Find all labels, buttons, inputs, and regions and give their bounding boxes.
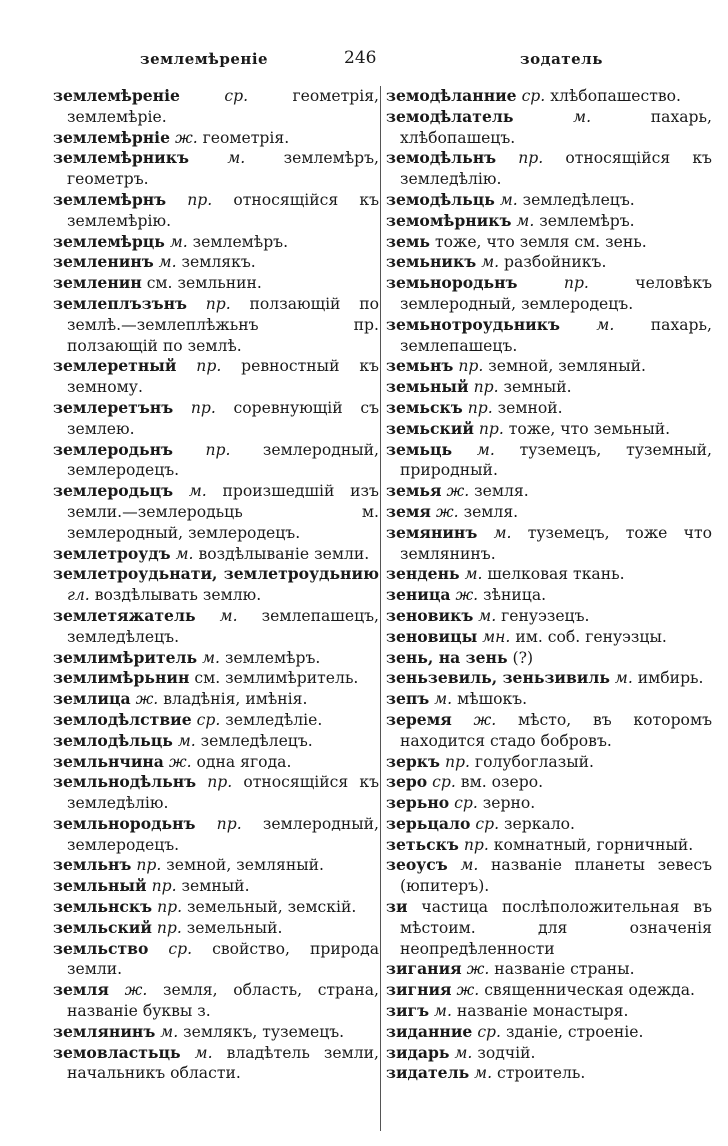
entry-headword: земьць (386, 439, 453, 459)
entry-headword: землеретънъ (53, 397, 174, 417)
entry-definition: землякъ. (176, 253, 256, 272)
entry-part-of-speech: пр. (207, 773, 233, 792)
entry-headword: земодѣланние (386, 86, 517, 105)
entry-headword: землянинъ (53, 1021, 156, 1041)
dictionary-entry (386, 211, 712, 232)
entry-part-of-speech: м. (454, 1043, 473, 1062)
dictionary-entry (386, 689, 712, 710)
entry-part-of-speech: пр. (458, 357, 484, 376)
entry-definition: человѣкъ землеродный, землеродецъ. (400, 274, 712, 313)
entry-part-of-speech: ср. (432, 773, 456, 792)
entry-definition: ревностный къ земному. (67, 357, 379, 397)
entry-headword: землетяжатель (53, 605, 196, 625)
entry-definition: генуэзецъ. (496, 606, 590, 625)
entry-part-of-speech: пр. (156, 918, 182, 937)
dictionary-entry (386, 1022, 712, 1043)
entry-part-of-speech: ж. (124, 981, 148, 1000)
entry-part-of-speech: м. (434, 690, 453, 709)
page-header (0, 48, 728, 72)
entry-headword: землемѣрніе (53, 127, 171, 147)
entry-part-of-speech: пр. (473, 378, 499, 397)
entry-definition: земельный. (181, 918, 283, 937)
dictionary-entry (386, 668, 712, 689)
dictionary-entry (386, 752, 712, 773)
dictionary-entry (53, 814, 379, 856)
entry-headword: землодѣлствие (53, 709, 192, 729)
entry-part-of-speech: пр. (518, 149, 544, 168)
dictionary-entry (53, 918, 379, 939)
dictionary-entry (386, 1063, 712, 1084)
dictionary-entry (53, 273, 379, 294)
entry-definition: священническая одежда. (479, 981, 695, 1000)
dictionary-entry (53, 772, 379, 814)
entry-part-of-speech: м. (481, 253, 500, 272)
dictionary-entry (386, 190, 712, 211)
entry-part-of-speech: ср. (196, 710, 221, 729)
dictionary-entry (386, 606, 712, 627)
entry-part-of-speech: ср. (521, 87, 546, 105)
entry-definition: геометрія, землемѣріе. (67, 87, 379, 126)
entry-headword: земья (386, 481, 442, 501)
entry-headword: земь (386, 231, 431, 251)
entry-headword: землетроудьнати, землетроудьнию (53, 564, 379, 584)
dictionary-entry (53, 190, 379, 232)
dictionary-entry (53, 876, 379, 897)
entry-part-of-speech: пр. (196, 357, 222, 376)
entry-headword: землеплъзънъ (53, 293, 187, 313)
entry-definition: названіе страны. (489, 960, 635, 979)
page-number: 246 (344, 48, 377, 68)
entry-definition: владѣтель земли, начальникъ области. (67, 1043, 379, 1083)
dictionary-entry (386, 315, 712, 357)
right-column (386, 86, 712, 1084)
entry-definition: пахарь, хлѣбопашецъ. (400, 107, 712, 147)
entry-definition: тоже, что земля см. зень. (430, 232, 647, 251)
entry-headword: земодѣльнъ (386, 148, 497, 168)
dictionary-entry (386, 585, 712, 606)
dictionary-entry (386, 772, 712, 793)
entry-headword: зеновикъ (386, 605, 474, 625)
entry-part-of-speech: пр. (463, 835, 489, 854)
entry-part-of-speech: пр. (157, 898, 183, 917)
dictionary-entry (53, 1022, 379, 1043)
entry-headword: зи (386, 897, 408, 917)
entry-definition: вм. озеро. (455, 773, 544, 792)
dictionary-entry (53, 731, 379, 752)
entry-headword: зиданние (386, 1021, 473, 1041)
dictionary-entry (386, 814, 712, 835)
entry-headword: зепъ (386, 689, 430, 709)
column-divider (380, 86, 381, 1131)
entry-definition: землемѣръ, геометръ. (67, 149, 379, 189)
entry-definition: пахарь, землепашецъ. (400, 315, 712, 355)
dictionary-entry (53, 752, 379, 773)
entry-part-of-speech: ж. (168, 752, 192, 771)
entry-headword: земьскъ (386, 397, 463, 417)
entry-definition: земледѣлецъ. (517, 190, 635, 209)
entry-part-of-speech: пр. (478, 419, 504, 438)
entry-definition: землепашецъ, земледѣлецъ. (67, 606, 379, 646)
entry-part-of-speech: гл. (67, 586, 90, 605)
entry-definition: воздѣлываніе земли. (193, 544, 370, 563)
entry-part-of-speech: м. (573, 107, 592, 126)
entry-part-of-speech: м. (474, 1064, 493, 1083)
entry-part-of-speech: пр. (216, 814, 242, 833)
entry-headword: земовластьць (53, 1042, 181, 1062)
entry-definition: голубоглазый. (469, 752, 594, 771)
dictionary-entry (386, 107, 712, 149)
dictionary-entry (53, 668, 379, 689)
entry-definition: земной, земляный. (483, 357, 647, 376)
entry-headword: земльнодѣльнъ (53, 772, 197, 792)
dictionary-entry (53, 689, 379, 710)
entry-headword: зерьно (386, 793, 450, 813)
entry-definition: земной. (492, 398, 563, 417)
entry-definition: землеродный, землеродецъ. (67, 814, 379, 854)
entry-part-of-speech: м. (158, 253, 177, 272)
entry-definition: хлѣбопашество. (545, 87, 681, 105)
entry-headword: земльный (53, 876, 147, 896)
entry-definition: земледѣліе. (220, 710, 323, 729)
entry-part-of-speech: ж. (135, 690, 159, 709)
dictionary-entry (53, 980, 379, 1022)
entry-part-of-speech: ср. (224, 87, 249, 105)
dictionary-entry (386, 627, 712, 648)
entry-definition: разбойникъ. (499, 253, 607, 272)
entry-definition: туземецъ, тоже что землянинъ. (400, 523, 712, 563)
entry-part-of-speech: пр. (563, 274, 589, 293)
dictionary-entry (53, 897, 379, 918)
entry-part-of-speech: м. (493, 523, 512, 542)
entry-part-of-speech: м. (169, 232, 188, 251)
entry-part-of-speech: пр. (190, 398, 216, 417)
entry-definition: туземецъ, туземный, природный. (400, 440, 712, 480)
entry-definition: комнатный, горничный. (488, 835, 694, 854)
entry-headword: земьский (386, 418, 474, 438)
entry-part-of-speech: ж. (446, 482, 470, 501)
entry-definition: соревнующій съ землею. (67, 398, 379, 438)
dictionary-entry (53, 710, 379, 731)
entry-headword: зендень (386, 564, 460, 584)
entry-part-of-speech: м. (194, 1043, 213, 1062)
entry-part-of-speech: ж. (466, 960, 490, 979)
dictionary-entry (386, 980, 712, 1001)
entry-headword: земодѣльць (386, 189, 495, 209)
entry-definition: землемѣръ. (534, 211, 635, 230)
entry-definition: земля. (469, 482, 529, 501)
entry-part-of-speech: мн. (482, 627, 511, 646)
dictionary-entry (53, 86, 379, 128)
entry-definition: шелковая ткань. (482, 565, 625, 584)
entry-headword: зидатель (386, 1063, 470, 1083)
entry-part-of-speech: м. (499, 190, 518, 209)
entry-headword: земльнскъ (53, 897, 153, 917)
entry-headword: земльский (53, 917, 152, 937)
entry-headword: зеница (386, 585, 451, 605)
entry-definition: им. соб. генуэзцы. (510, 627, 667, 646)
entry-headword: земьнородьнъ (386, 273, 518, 293)
entry-part-of-speech: пр. (467, 398, 493, 417)
entry-headword: земленинъ (53, 252, 154, 272)
entry-definition: земледѣлецъ. (195, 731, 313, 750)
entry-definition: одна ягода. (191, 752, 292, 771)
dictionary-entry (386, 897, 712, 959)
dictionary-entry (386, 835, 712, 856)
entry-part-of-speech: м. (464, 565, 483, 584)
entry-definition: зерно. (477, 794, 536, 813)
entry-part-of-speech: пр. (205, 294, 231, 313)
entry-definition: землемѣръ. (219, 648, 321, 667)
dictionary-entry (386, 959, 712, 980)
entry-headword: зигъ (386, 1001, 430, 1021)
dictionary-entry (386, 481, 712, 502)
entry-definition: тоже, что земьный. (503, 419, 671, 438)
entry-definition: землеродный, землеродецъ. (67, 440, 379, 480)
dictionary-entry (53, 232, 379, 253)
entry-part-of-speech: ср. (454, 794, 478, 813)
dictionary-entry (53, 252, 379, 273)
dictionary-entry (53, 481, 379, 543)
entry-part-of-speech: м. (177, 731, 196, 750)
entry-part-of-speech: ж. (456, 981, 480, 1000)
entry-headword: зеновицы (386, 626, 478, 646)
entry-definition: произшедшій изъ земли.—землеродьць м. землеродный, землеродецъ. (67, 482, 379, 542)
dictionary-entry (53, 440, 379, 482)
dictionary-entry (386, 148, 712, 190)
dictionary-entry (53, 356, 379, 398)
entry-part-of-speech: пр. (187, 190, 213, 209)
entry-headword: зеро (386, 772, 428, 792)
entry-definition: названіе монастыря. (451, 1002, 629, 1021)
entry-definition: свойство, природа земли. (67, 939, 379, 979)
dictionary-entry (386, 232, 712, 253)
entry-headword: землица (53, 689, 131, 709)
entry-headword: зеоусъ (386, 855, 448, 875)
dictionary-entry (53, 294, 379, 356)
entry-headword: земьнотроудьникъ (386, 314, 560, 334)
dictionary-entry (386, 377, 712, 398)
entry-part-of-speech: м. (175, 544, 194, 563)
entry-headword: землетроудъ (53, 543, 171, 563)
entry-headword: зетьскъ (386, 834, 459, 854)
entry-headword: зерьцало (386, 813, 471, 833)
entry-definition: землемѣръ. (187, 232, 289, 251)
entry-definition: строитель. (492, 1064, 586, 1083)
entry-part-of-speech: м. (202, 648, 220, 667)
entry-headword: земьный (386, 377, 469, 397)
entry-headword: зеремя (386, 709, 452, 729)
entry-definition: земля. (458, 502, 519, 521)
entry-part-of-speech: ж. (473, 710, 497, 729)
entry-definition: относящійся къ земледѣлію. (400, 149, 712, 189)
entry-definition: имбирь. (632, 669, 704, 688)
entry-definition: земной, земляный. (161, 856, 324, 875)
dictionary-entry (386, 855, 712, 897)
dictionary-entry (386, 648, 712, 669)
entry-part-of-speech: м. (188, 482, 207, 501)
dictionary-entry (386, 440, 712, 482)
entry-part-of-speech: ср. (477, 1022, 501, 1041)
entry-headword: земьникъ (386, 252, 477, 272)
entry-part-of-speech: м. (219, 606, 238, 625)
entry-part-of-speech: ср. (168, 939, 193, 958)
dictionary-entry (53, 939, 379, 981)
dictionary-entry (386, 419, 712, 440)
entry-definition: ползающій по землѣ.—землеплѣжьнъ пр. ползающій по землѣ. (67, 294, 379, 355)
entry-definition: земный. (176, 877, 250, 896)
entry-part-of-speech: м. (460, 856, 479, 875)
entry-definition: мѣшокъ. (452, 690, 528, 709)
entry-headword: земльнъ (53, 855, 132, 875)
entry-part-of-speech: м. (476, 440, 495, 459)
entry-definition: земный. (498, 378, 572, 397)
entry-definition: воздѣлывать землю. (89, 586, 262, 605)
running-head-right: зодатель (520, 50, 603, 68)
dictionary-entry (53, 855, 379, 876)
entry-headword: земянинъ (386, 522, 478, 542)
entry-definition: (?) (507, 648, 534, 667)
entry-headword: зигания (386, 959, 462, 979)
entry-definition: земля, область, страна, названіе буквы з. (67, 981, 379, 1021)
dictionary-entry (386, 273, 712, 315)
entry-definition: земельный, земскій. (182, 898, 357, 917)
entry-definition: геометрія. (197, 128, 290, 147)
entry-headword: земодѣлатель (386, 106, 514, 126)
entry-part-of-speech: м. (227, 149, 246, 168)
entry-definition: зданіе, строеніе. (501, 1022, 644, 1041)
dictionary-entry (386, 356, 712, 377)
entry-headword: землемѣрнъ (53, 189, 167, 209)
dictionary-entry (53, 148, 379, 190)
entry-part-of-speech: пр. (444, 752, 470, 771)
entry-headword: землимѣритель (53, 647, 198, 667)
entry-headword: зидарь (386, 1042, 450, 1062)
entry-definition: зодчій. (472, 1043, 536, 1062)
entry-definition: относящійся къ землемѣрію. (67, 190, 379, 230)
entry-definition: зѣница. (478, 586, 547, 605)
entry-headword: зигния (386, 980, 452, 1000)
entry-part-of-speech: м. (478, 606, 497, 625)
entry-part-of-speech: м. (434, 1002, 452, 1021)
entry-headword: землемѣрць (53, 231, 165, 251)
entry-headword: земльнчина (53, 751, 164, 771)
dictionary-entry (386, 86, 712, 107)
dictionary-entry (386, 398, 712, 419)
entry-definition: см. земльнин. (141, 274, 262, 293)
dictionary-entry (386, 502, 712, 523)
left-column (53, 86, 379, 1084)
entry-part-of-speech: м. (596, 315, 615, 334)
entry-headword: земя (386, 501, 431, 521)
entry-headword: землеродьнъ (53, 439, 173, 459)
dictionary-entry (53, 398, 379, 440)
entry-definition: зеркало. (499, 814, 576, 833)
entry-headword: землемѣреніе (53, 86, 180, 105)
entry-definition: названіе планеты зевесъ (юпитеръ). (400, 856, 712, 896)
entry-headword: земомѣрникъ (386, 210, 512, 230)
dictionary-entry (386, 710, 712, 752)
entry-definition: частица послѣположительная въ мѣстоим. для означенія неопредѣленности (400, 898, 712, 958)
dictionary-entry (53, 1043, 379, 1085)
entry-headword: землеродьцъ (53, 481, 174, 501)
entry-part-of-speech: ж. (435, 502, 459, 521)
entry-headword: зень, на зень (386, 647, 508, 667)
entry-headword: землимѣрьнин (53, 668, 190, 688)
entry-headword: зеркъ (386, 751, 440, 771)
entry-headword: земьнъ (386, 356, 454, 376)
entry-part-of-speech: м. (516, 211, 535, 230)
entry-definition: см. землимѣритель. (189, 669, 359, 688)
entry-part-of-speech: м. (614, 669, 633, 688)
running-head-left: землемѣреніе (140, 50, 269, 68)
entry-headword: землемѣрникъ (53, 148, 189, 168)
dictionary-entry (386, 1043, 712, 1064)
entry-part-of-speech: пр. (151, 877, 177, 896)
dictionary-entry (53, 128, 379, 149)
entry-part-of-speech: ср. (475, 814, 500, 833)
dictionary-entry (386, 1001, 712, 1022)
dictionary-entry (53, 544, 379, 565)
entry-definition: относящійся къ земледѣлію. (67, 773, 379, 813)
entry-headword: зеньзевиль, зеньзивиль (386, 668, 610, 688)
entry-part-of-speech: пр. (136, 856, 162, 875)
entry-definition: владѣнія, имѣнія. (158, 690, 308, 709)
dictionary-entry (53, 564, 379, 606)
dictionary-entry (386, 523, 712, 565)
entry-headword: земленин (53, 273, 142, 293)
dictionary-entry (53, 648, 379, 669)
entry-definition: землякъ, туземецъ. (178, 1022, 345, 1041)
dictionary-entry (386, 252, 712, 273)
entry-part-of-speech: м. (160, 1022, 179, 1041)
dictionary-entry (53, 606, 379, 648)
entry-headword: земльнородьнъ (53, 813, 196, 833)
entry-headword: земльство (53, 938, 149, 958)
dictionary-entry (386, 564, 712, 585)
entry-definition: мѣсто, въ которомъ находится стадо бобровъ. (400, 710, 712, 750)
entry-headword: землеретный (53, 356, 177, 376)
entry-part-of-speech: ж. (174, 128, 198, 147)
entry-part-of-speech: ж. (455, 586, 479, 605)
entry-headword: землодѣльць (53, 730, 173, 750)
entry-headword: земля (53, 980, 109, 1000)
entry-part-of-speech: пр. (205, 440, 231, 459)
dictionary-entry (386, 793, 712, 814)
